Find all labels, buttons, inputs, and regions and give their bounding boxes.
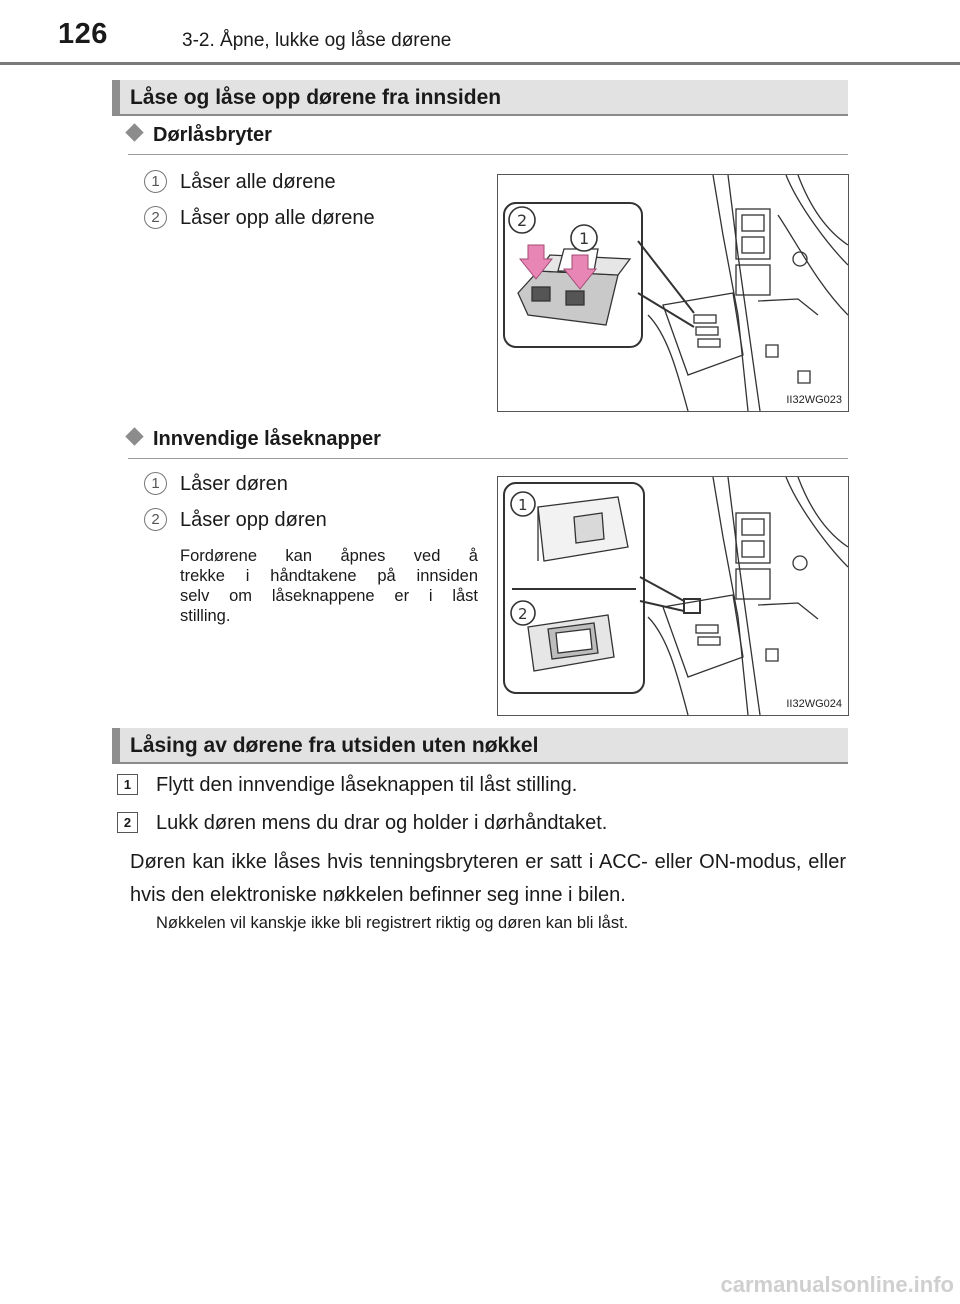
item-number: 1 (144, 170, 167, 193)
inside-lock-button-illustration (498, 477, 848, 715)
step-text: Flytt den innvendige låseknappen til låst stilling. (156, 774, 578, 796)
callout-number-1: 1 (579, 229, 590, 248)
item-text: Låser opp alle dørene (180, 207, 375, 229)
subheading-rule (128, 154, 848, 155)
subheading-door-lock-switch: Dørlåsbryter (128, 124, 272, 147)
watermark: carmanualsonline.info (720, 1272, 954, 1297)
running-head: 3-2. Åpne, lukke og låse dørene (182, 30, 452, 51)
step-number-box: 2 (117, 812, 138, 833)
callout-number-2: 2 (517, 211, 528, 230)
step-number-box: 1 (117, 774, 138, 795)
item-text: Låser opp døren (180, 509, 327, 531)
body-note: Nøkkelen vil kanskje ikke bli registrert riktig og døren kan bli låst. (156, 914, 629, 932)
item-number: 1 (144, 472, 167, 495)
header-rule (0, 62, 960, 65)
section-title: Låse og låse opp dørene fra innsiden (130, 86, 502, 109)
item-number: 2 (144, 206, 167, 229)
item-text: Låser alle dørene (180, 171, 336, 193)
item-number: 2 (144, 508, 167, 531)
callout-number-1: 1 (518, 496, 528, 514)
front-door-note: Fordørene kan åpnes ved å trekke i håndtakene på innsiden selv om låseknappene er i låst stilling. (180, 547, 478, 625)
section-heading-outside (112, 728, 848, 764)
diamond-bullet-icon (125, 123, 143, 141)
door-lock-switch-illustration (498, 175, 848, 411)
figure-id: II32WG023 (786, 394, 842, 406)
item-text: Låser døren (180, 473, 288, 495)
section-heading-inside (112, 80, 848, 116)
body-paragraph: Døren kan ikke låses hvis tenningsbryteren er satt i ACC- eller ON-modus, eller hvis den elektroniske nøkkelen befinner seg inne i bilen. (130, 851, 846, 906)
subheading-rule (128, 458, 848, 459)
figure-inside-lock-buttons (497, 476, 849, 716)
callout-number-2: 2 (518, 605, 528, 623)
page-number: 126 (58, 18, 108, 50)
step-text: Lukk døren mens du drar og holder i dørhåndtaket. (156, 812, 608, 834)
subheading-inside-lock-buttons: Innvendige låseknapper (128, 428, 381, 451)
figure-door-lock-switch (497, 174, 849, 412)
diamond-bullet-icon (125, 427, 143, 445)
section-title: Låsing av dørene fra utsiden uten nøkkel (130, 734, 539, 757)
figure-id: II32WG024 (786, 698, 842, 710)
